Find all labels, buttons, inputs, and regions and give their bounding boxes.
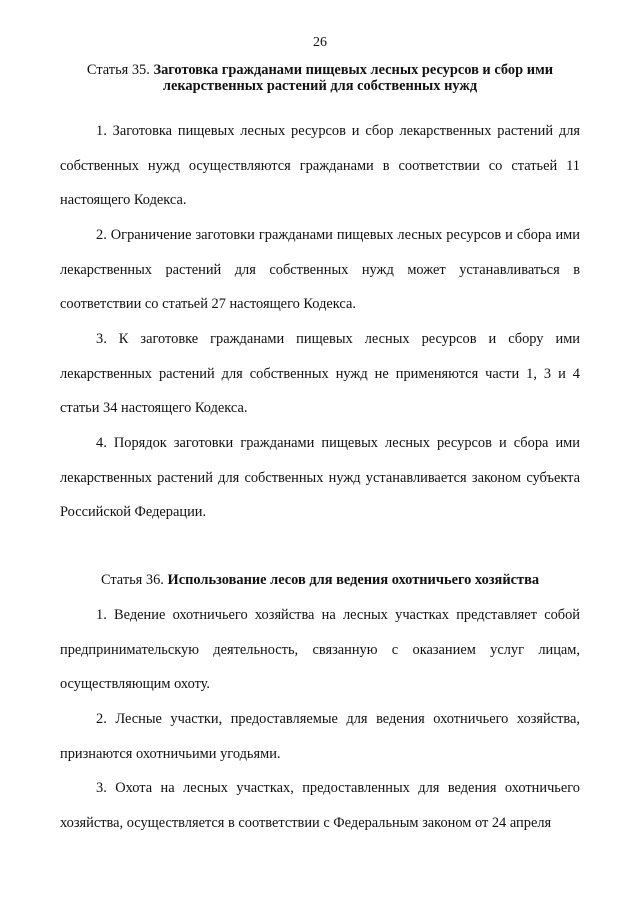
article-36-paragraph-3: 3. Охота на лесных участках, предоставленных для ведения охотничьего хозяйства, осуществляется в соответствии с Федеральным законом от 24 апреля — [60, 780, 580, 831]
article-35-heading — [60, 62, 580, 94]
article-36-paragraph-2: 2. Лесные участки, предоставляемые для ведения охотничьего хозяйства, признаются охотничьими угодьями. — [60, 711, 580, 762]
article-36-heading — [60, 572, 580, 588]
article-36-paragraph-1: 1. Ведение охотничьего хозяйства на лесных участках представляет собой предпринимательскую деятельность, связанную с оказанием услуг лицам, осуществляющим охоту. — [60, 607, 580, 692]
article-35-paragraph-2: 2. Ограничение заготовки гражданами пищевых лесных ресурсов и сбора ими лекарственных растений для собственных нужд может устанавливаться в соответствии со статьей 27 настоящего Кодекса. — [60, 227, 580, 312]
article-36-title: Использование лесов для ведения охотничьего хозяйства — [167, 572, 540, 588]
article-35-title: Заготовка гражданами пищевых лесных ресурсов и сбор ими лекарственных растений для собственных нужд — [153, 62, 554, 94]
article-35-paragraph-4: 4. Порядок заготовки гражданами пищевых лесных ресурсов и сбора ими лекарственных растений для собственных нужд устанавливается законом субъекта Российской Федерации. — [60, 435, 580, 520]
article-36-label: Статья 36. — [100, 572, 164, 588]
article-35-paragraph-1: 1. Заготовка пищевых лесных ресурсов и сбор лекарственных растений для собственных нужд осуществляются гражданами в соответствии со статьей 11 настоящего Кодекса. — [60, 123, 580, 208]
article-35-label: Статья 35. — [86, 62, 150, 78]
article-35-paragraph-3: 3. К заготовке гражданами пищевых лесных ресурсов и сбору ими лекарственных растений для собственных нужд не применяются части 1, 3 и 4 статьи 34 настоящего Кодекса. — [60, 331, 580, 416]
page-number: 26 — [313, 35, 327, 50]
